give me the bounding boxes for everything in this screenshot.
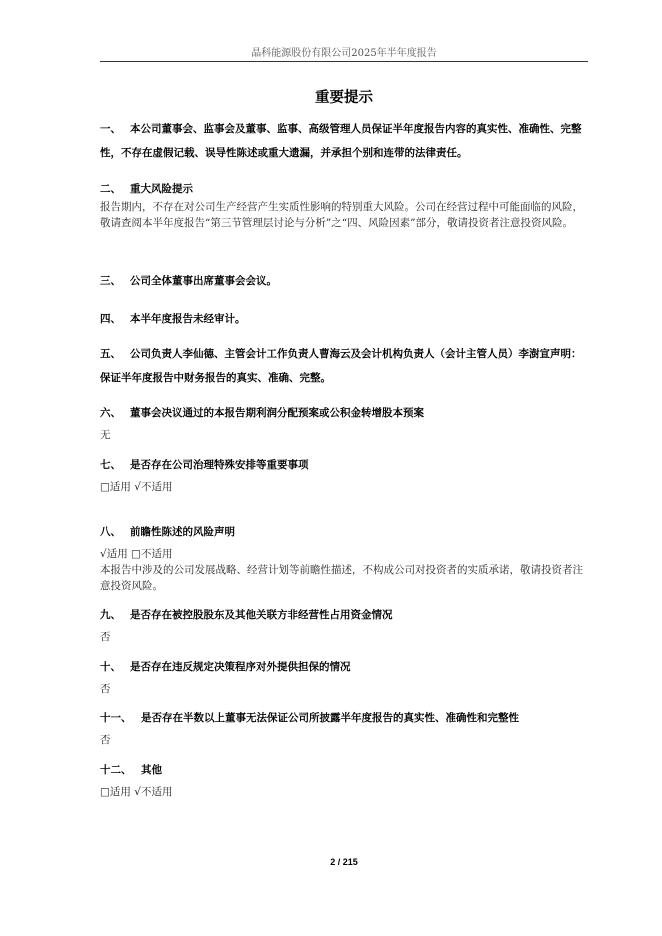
page-title: 重要提示 bbox=[315, 90, 373, 106]
section-heading-text: 前瞻性陈述的风险声明 bbox=[130, 526, 235, 538]
section-heading-text: 公司全体董事出席董事会会议。 bbox=[130, 275, 277, 287]
section-9-heading bbox=[100, 603, 590, 627]
section-heading-text: 是否存在公司治理特殊安排等重要事项 bbox=[130, 459, 309, 471]
section-heading-text: 是否存在违反规定决策程序对外提供担保的情况 bbox=[130, 661, 351, 673]
section-number: 八、 bbox=[100, 526, 121, 538]
section-number: 九、 bbox=[100, 609, 121, 621]
section-heading-text: 公司负责人李仙德、主管会计工作负责人曹海云及会计机构负责人（会计主管人员）李澍宣声明：保证半年度报告中财务报告的真实、准确、完整。 bbox=[100, 348, 582, 384]
section-8-options: √适用 □不适用 bbox=[100, 548, 173, 560]
section-heading-text: 其他 bbox=[141, 764, 162, 776]
section-11-heading bbox=[100, 706, 590, 730]
section-number: 三、 bbox=[100, 275, 121, 287]
section-11-body: 否 bbox=[100, 734, 111, 746]
section-number: 十一、 bbox=[100, 712, 132, 724]
header-rule bbox=[100, 61, 588, 62]
section-heading-text: 本公司董事会、监事会及董事、监事、高级管理人员保证半年度报告内容的真实性、准确性、完整性，不存在虚假记载、误导性陈述或重大遗漏，并承担个别和连带的法律责任。 bbox=[100, 123, 582, 159]
section-heading-text: 本半年度报告未经审计。 bbox=[130, 313, 246, 325]
section-heading-text: 是否存在被控股股东及其他关联方非经营性占用资金情况 bbox=[130, 609, 393, 621]
section-7-options: □适用 √不适用 bbox=[100, 481, 173, 493]
section-number: 二、 bbox=[100, 183, 121, 195]
section-2-body: 报告期内，不存在对公司生产经营产生实质性影响的特别重大风险。公司在经营过程中可能面临的风险，敬请查阅本半年度报告“第三节管理层讨论与分析”之“四、风险因素”部分，敬请投资者注意投资风险。 bbox=[100, 201, 583, 229]
section-number: 七、 bbox=[100, 459, 121, 471]
section-10-heading bbox=[100, 655, 590, 679]
section-4-heading bbox=[100, 307, 590, 331]
section-number: 五、 bbox=[100, 348, 121, 360]
section-2-heading bbox=[100, 177, 590, 201]
section-number: 十二、 bbox=[100, 764, 132, 776]
section-9-body: 否 bbox=[100, 631, 111, 643]
section-12-options: □适用 √不适用 bbox=[100, 786, 173, 798]
section-number: 四、 bbox=[100, 313, 121, 325]
running-header: 晶科能源股份有限公司2025年半年度报告 bbox=[251, 48, 437, 59]
section-3-heading bbox=[100, 269, 590, 293]
section-10-body: 否 bbox=[100, 683, 111, 695]
section-number: 六、 bbox=[100, 407, 121, 419]
section-6-heading bbox=[100, 401, 590, 425]
section-heading-text: 董事会决议通过的本报告期利润分配预案或公积金转增股本预案 bbox=[130, 407, 424, 419]
section-12-heading bbox=[100, 758, 590, 782]
page-number: 2 / 215 bbox=[330, 857, 358, 867]
section-5-heading bbox=[100, 342, 590, 390]
section-8-body: 本报告中涉及的公司发展战略、经营计划等前瞻性描述，不构成公司对投资者的实质承诺，敬请投资者注意投资风险。 bbox=[100, 564, 583, 592]
section-heading-text: 重大风险提示 bbox=[130, 183, 193, 195]
section-6-body: 无 bbox=[100, 429, 111, 441]
section-8-heading bbox=[100, 520, 590, 544]
section-heading-text: 是否存在半数以上董事无法保证公司所披露半年度报告的真实性、准确性和完整性 bbox=[141, 712, 519, 724]
section-1-heading bbox=[100, 117, 590, 165]
section-number: 十、 bbox=[100, 661, 121, 673]
section-number: 一、 bbox=[100, 123, 121, 135]
section-7-heading bbox=[100, 453, 590, 477]
